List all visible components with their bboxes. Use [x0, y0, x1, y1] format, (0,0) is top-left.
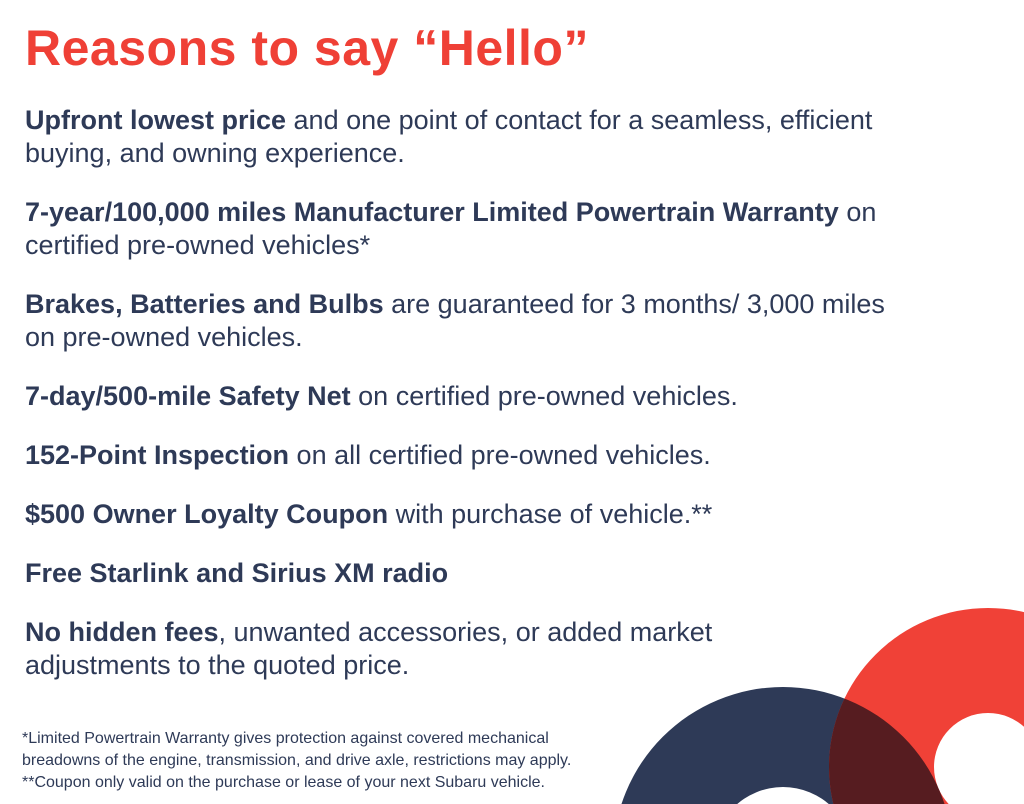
benefit-lead: 7-year/100,000 miles Manufacturer Limited Powertrain Warranty	[25, 197, 839, 227]
benefit-text: on all certified pre-owned vehicles.	[289, 440, 711, 470]
benefit-item-upfront-price	[25, 104, 1005, 170]
footnote-line: **Coupon only valid on the purchase or lease of your next Subaru vehicle.	[22, 774, 545, 791]
benefit-lead: 152-Point Inspection	[25, 440, 290, 470]
benefit-text: and one point of contact for a seamless, efficient	[286, 105, 873, 135]
benefit-lead: $500 Owner Loyalty Coupon	[25, 499, 389, 529]
benefit-text: adjustments to the quoted price.	[25, 650, 410, 680]
benefit-item-powertrain-warranty	[25, 196, 1005, 262]
benefit-lead: Upfront lowest price	[25, 105, 287, 135]
benefit-item-brakes-batteries-bulbs	[25, 288, 1005, 354]
benefit-item-starlink-radio	[25, 557, 1005, 590]
benefit-item-safety-net	[25, 380, 1005, 413]
benefit-lead: Brakes, Batteries and Bulbs	[25, 289, 384, 319]
benefit-line	[25, 229, 1005, 262]
benefit-text: with purchase of vehicle.**	[388, 499, 713, 529]
page-title: Reasons to say “Hello”	[25, 20, 589, 76]
benefit-line	[25, 104, 1005, 137]
benefit-text: , unwanted accessories, or added market	[218, 617, 713, 647]
benefit-line	[25, 439, 1005, 472]
benefit-line	[25, 498, 1005, 531]
benefit-line	[25, 557, 1005, 590]
benefit-line	[25, 649, 1005, 682]
benefit-text: certified pre-owned vehicles*	[25, 230, 371, 260]
benefit-item-inspection	[25, 439, 1005, 472]
benefit-line	[25, 380, 1005, 413]
footnote-disclaimer	[22, 728, 1005, 794]
benefit-line	[25, 321, 1005, 354]
benefit-text: on pre-owned vehicles.	[25, 322, 303, 352]
benefit-lead: 7-day/500-mile Safety Net	[25, 381, 351, 411]
benefit-line	[25, 288, 1005, 321]
benefit-line	[25, 196, 1005, 229]
footnote-line: *Limited Powertrain Warranty gives protection against covered mechanical	[22, 730, 549, 747]
benefit-item-loyalty-coupon	[25, 498, 1005, 531]
benefit-item-no-hidden-fees	[25, 616, 1005, 682]
benefit-lead: Free Starlink and Sirius XM radio	[25, 558, 449, 588]
benefit-lead: No hidden fees	[25, 617, 219, 647]
benefit-line	[25, 137, 1005, 170]
footnote-line: breadowns of the engine, transmission, and drive axle, restrictions may apply.	[22, 752, 572, 769]
flyer-content	[22, 0, 1005, 794]
benefit-text: are guaranteed for 3 months/ 3,000 miles	[383, 289, 885, 319]
benefit-text: on certified pre-owned vehicles.	[350, 381, 738, 411]
benefit-text: buying, and owning experience.	[25, 138, 405, 168]
benefit-line	[25, 616, 1005, 649]
benefit-text: on	[838, 197, 877, 227]
